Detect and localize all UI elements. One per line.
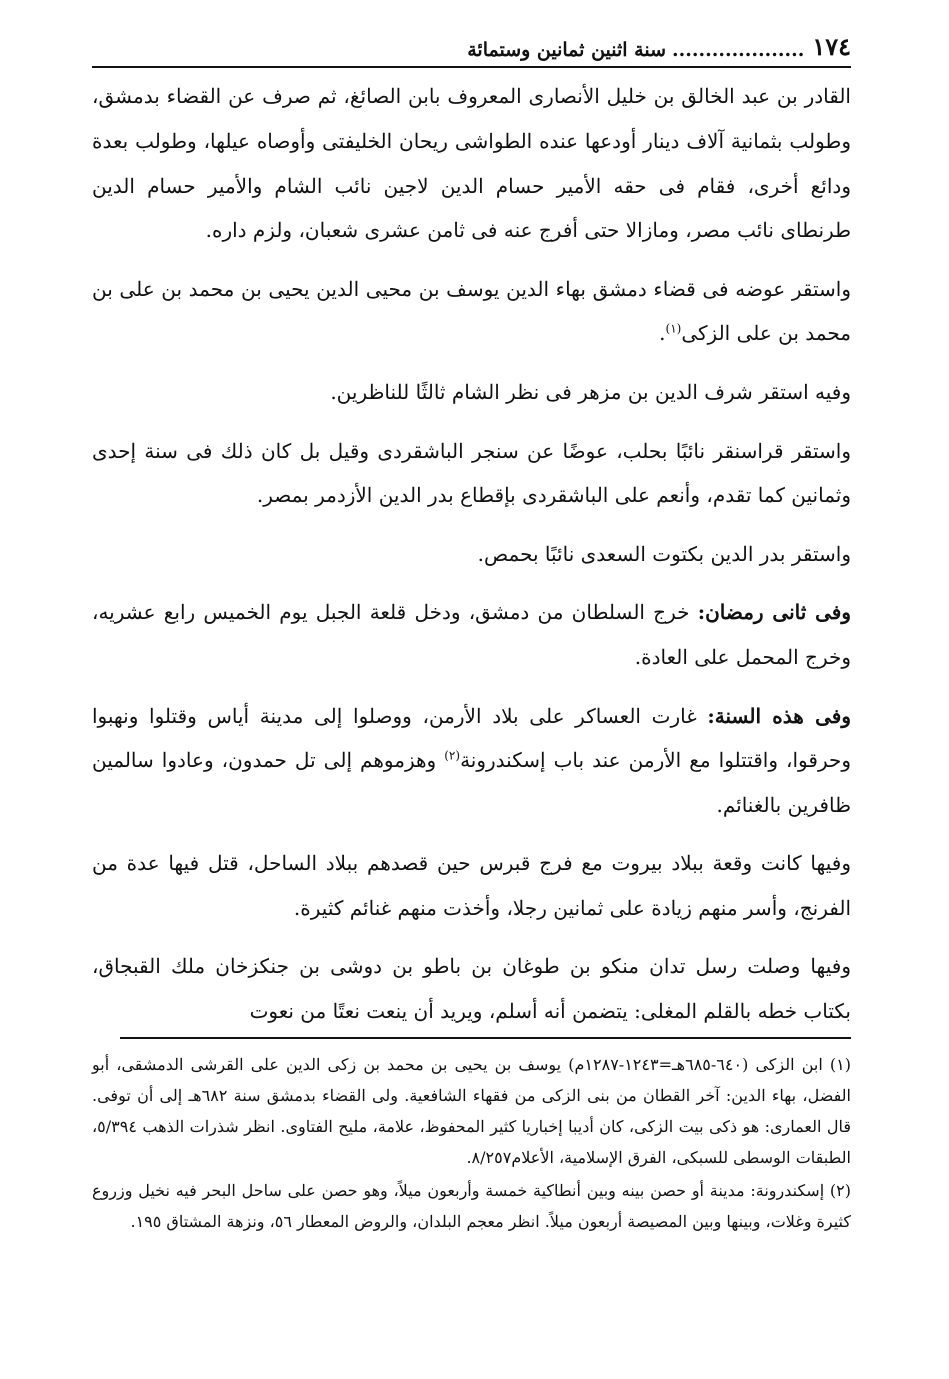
paragraph-lead: وفى هذه السنة: [707,703,851,728]
paragraph-text: واستقر عوضه فى قضاء دمشق بهاء الدين يوسف بن محيى الدين يحيى بن محمد بن على بن محمد بن على الزكى [92,276,851,346]
paragraph-text: وهزموهم إلى تل حمدون، وعادوا سالمين ظافرين بالغنائم. [92,748,851,817]
paragraph-end: . [659,321,666,346]
footnote-ref[interactable]: (١) [665,321,682,336]
paragraph: وفيها كانت وقعة ببلاد بيروت مع فرج قبرس حين قصدهم ببلاد الساحل، قتل فيها عدة من الفرنج، وأسر منهم زيادة على ثمانين رجلا، وأخذت منهم غنائم كثيرة. [92,851,851,920]
footnote: (١) ابن الزكى (٦٤٠-٦٨٥هـ=١٢٤٣-١٢٨٧م) يوسف بن يحيى بن محمد بن زكى الدين على القرشى الدمشقى، أبو الفضل، بهاء الدين: آخر القطان من بنى الزكى من فقهاء الشافعية. ولى القضاء بدمشق سنة ٦٨٢هـ إلى أن توفى. قال العمارى: هو ذكى بيت الزكى، كان أديبا إخباريا كثير المحفوظ، علامة، مليح الفتاوى. انظر شذرات الذهب ٥/٣٩٤، الطبقات الوسطى للسبكى، الفرق الإسلامية، الأعلام٨/٢٥٧. [92,1055,852,1167]
paragraph: واستقر قراسنقر نائبًا بحلب، عوضًا عن سنجر الباشقردى وقيل بل كان ذلك فى سنة إحدى وثمانين كما تقدم، وأنعم على الباشقردى بإقطاع بدر الدين الأزدمر بمصر. [92,438,851,508]
footnote-divider [120,1037,851,1039]
footnotes [92,1049,851,1239]
paragraph-text: خرج السلطان من دمشق، ودخل قلعة الجبل يوم الخميس رابع عشريه، وخرج المحمل على العادة. [92,600,851,669]
paragraph: وفيها وصلت رسل تدان منكو بن طوغان بن باطو بن دوشى بن جنكزخان ملك القبجاق، بكتاب خطه بالقلم المغلى: يتضمن أنه أسلم، ويريد أن ينعت نعتًا من نعوت [92,954,851,1024]
running-title: ..... سنة اثنين ثمانين وستمائة [467,40,804,61]
footnote: (٢) إسكندرونة: مدينة أو حصن بينه وبين أنطاكية خمسة وأربعون ميلاً، وهو حصن على ساحل البحر فيه نخيل وزروع كثيرة وغلات، وبينها وبين المصيصة أربعون ميلاً. انظر معجم البلدان، والروض المعطار ٥٦، ونزهة المشتاق ١٩٥. [92,1181,851,1231]
paragraph [92,694,851,828]
paragraph [92,267,851,356]
paragraph: واستقر بدر الدين بكتوت السعدى نائبًا بحمص. [477,541,851,566]
paragraph: وفيه استقر شرف الدين بن مزهر فى نظر الشام ثالثًا للناظرين. [330,379,851,404]
page-header [92,34,851,68]
main-text [92,74,851,1033]
paragraph: القادر بن عبد الخالق بن خليل الأنصارى المعروف بابن الصائغ، ثم صرف عن القضاء بدمشق، وطولب بثمانية آلاف دينار أودعها عنده الطواشى ريحان الخليفتى وأوصاه عيلها، وطولب بعدة ودائع أخرى، فقام فى حقه الأمير حسام الدين لاجين نائب الشام والأمير حسام الدين طرنطاى نائب مصر، ومازالا حتى أفرج عنه فى ثامن عشرى شعبان، ولزم داره. [92,84,851,243]
footnote-ref[interactable]: (٢) [444,748,461,763]
paragraph [92,590,851,679]
paragraph-text: غارت العساكر على بلاد الأرمن، ووصلوا إلى مدينة أياس وقتلوا ونهبوا وحرقوا، واقتتلوا مع الأرمن عند باب إسكندرونة [92,703,851,773]
page-number: ١٧٤ [812,32,851,61]
paragraph-lead: وفى ثانى رمضان: [697,600,851,625]
